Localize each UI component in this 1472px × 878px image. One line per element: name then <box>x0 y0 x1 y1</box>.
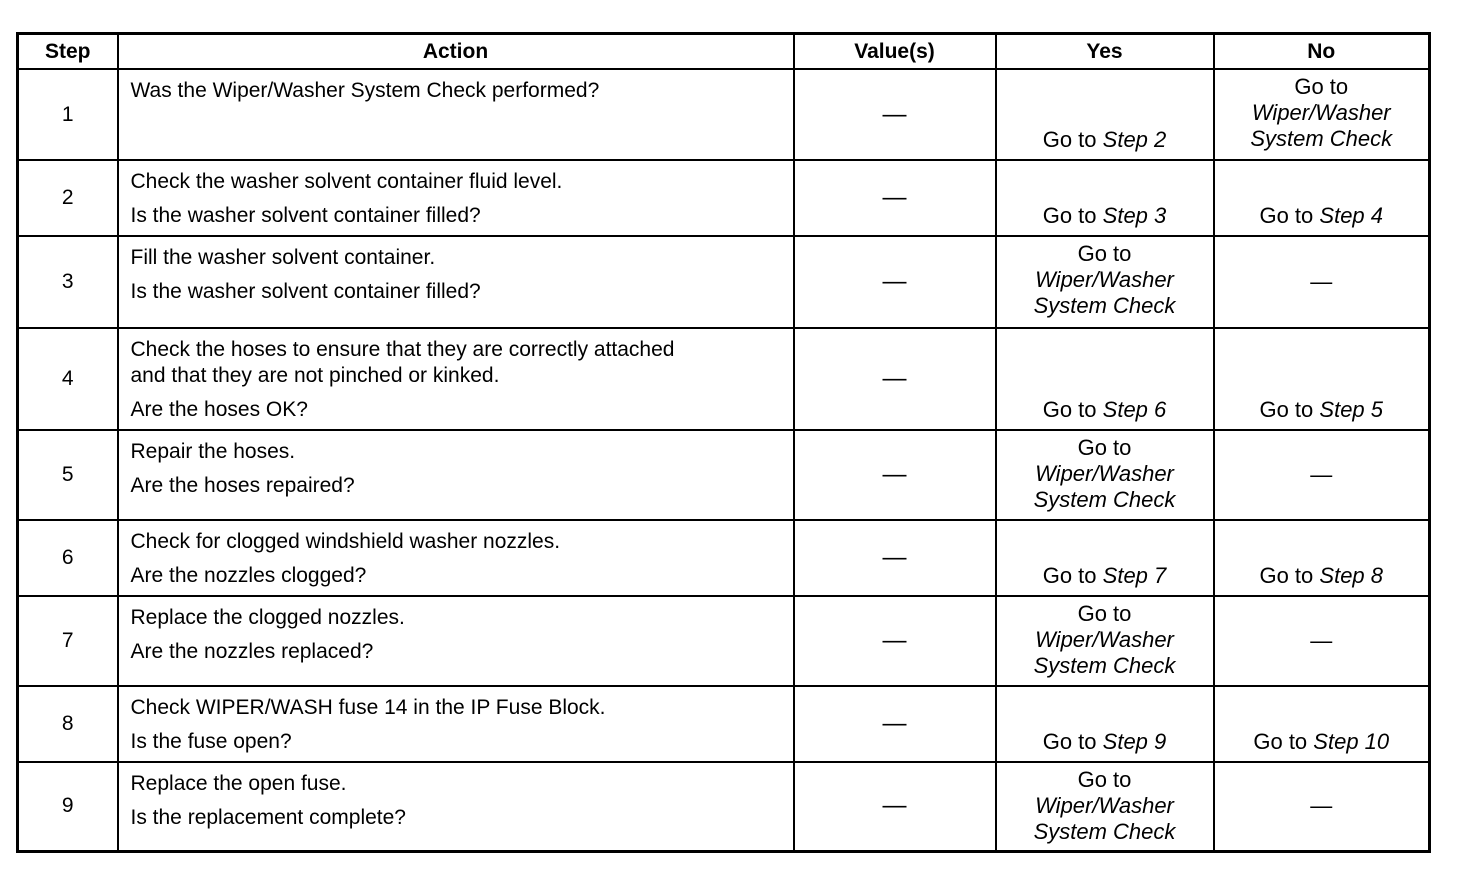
step-number: 1 <box>18 69 118 160</box>
value-cell: — <box>794 160 996 236</box>
action-text: Check for clogged windshield washer nozzles. <box>130 530 561 553</box>
goto-target: System Check <box>1250 126 1393 151</box>
value-cell: — <box>794 596 996 686</box>
goto-prefix: Go to <box>1294 74 1349 99</box>
goto-prefix: Go to <box>1077 767 1132 792</box>
value-cell: — <box>794 236 996 328</box>
header-step: Step <box>18 34 118 70</box>
goto-prefix: Go to <box>1042 397 1097 422</box>
goto-prefix: Go to <box>1042 563 1097 588</box>
value-cell: — <box>794 328 996 430</box>
goto-prefix: Go to <box>1259 203 1314 228</box>
action-text: Check the washer solvent container fluid level. <box>130 170 563 193</box>
goto-prefix: Go to <box>1077 241 1132 266</box>
value-cell: — <box>794 762 996 851</box>
step-number: 8 <box>18 686 118 762</box>
table-row <box>18 596 1430 686</box>
goto-target: Wiper/Washer <box>1251 100 1391 125</box>
goto-prefix: Go to <box>1042 729 1097 754</box>
step-number: 6 <box>18 520 118 596</box>
no-cell <box>1214 520 1430 596</box>
yes-cell <box>996 762 1214 851</box>
action-text: Was the Wiper/Washer System Check performed? <box>130 79 600 102</box>
goto-prefix: Go to <box>1259 397 1314 422</box>
action-cell <box>118 236 794 328</box>
step-number: 9 <box>18 762 118 851</box>
action-cell <box>118 430 794 520</box>
goto-target: Step 7 <box>1102 563 1167 588</box>
yes-cell <box>996 430 1214 520</box>
action-cell <box>118 762 794 851</box>
no-cell <box>1214 328 1430 430</box>
header-values: Value(s) <box>794 34 996 70</box>
goto-prefix: Go to <box>1077 601 1132 626</box>
goto-target: Wiper/Washer <box>1035 793 1174 818</box>
yes-cell <box>996 520 1214 596</box>
table-row <box>18 236 1430 328</box>
action-question: Are the hoses repaired? <box>130 474 355 497</box>
goto-target: System Check <box>1033 293 1176 318</box>
table-row <box>18 762 1430 851</box>
yes-cell <box>996 69 1214 160</box>
action-text: Check the hoses to ensure that they are correctly attached <box>130 338 675 361</box>
action-question: Is the washer solvent container filled? <box>130 280 481 303</box>
no-cell: — <box>1214 762 1430 851</box>
table-row <box>18 69 1430 160</box>
goto-target: Step 6 <box>1102 397 1167 422</box>
table-row <box>18 686 1430 762</box>
step-number: 3 <box>18 236 118 328</box>
goto-target: Step 2 <box>1102 127 1167 152</box>
value-cell: — <box>794 520 996 596</box>
value-cell: — <box>794 69 996 160</box>
goto-prefix: Go to <box>1253 729 1308 754</box>
goto-target: Step 8 <box>1319 563 1384 588</box>
yes-cell <box>996 596 1214 686</box>
action-cell <box>118 596 794 686</box>
no-cell <box>1214 69 1430 160</box>
action-text: Replace the open fuse. <box>130 772 347 795</box>
header-no: No <box>1214 34 1430 70</box>
action-cell <box>118 686 794 762</box>
goto-target: System Check <box>1033 653 1176 678</box>
goto-prefix: Go to <box>1042 203 1097 228</box>
action-cell <box>118 520 794 596</box>
step-number: 2 <box>18 160 118 236</box>
goto-target: Step 10 <box>1313 729 1390 754</box>
action-cell <box>118 328 794 430</box>
yes-cell <box>996 160 1214 236</box>
action-question: Are the nozzles clogged? <box>130 564 367 587</box>
diagnostic-table <box>16 32 1431 853</box>
goto-target: Step 9 <box>1102 729 1167 754</box>
action-text: Fill the washer solvent container. <box>130 246 436 269</box>
goto-prefix: Go to <box>1042 127 1097 152</box>
yes-cell <box>996 328 1214 430</box>
yes-cell <box>996 236 1214 328</box>
action-question: Are the nozzles replaced? <box>130 640 374 663</box>
table-row <box>18 520 1430 596</box>
goto-prefix: Go to <box>1259 563 1314 588</box>
table-row <box>18 160 1430 236</box>
action-text: Replace the clogged nozzles. <box>130 606 405 629</box>
no-cell: — <box>1214 596 1430 686</box>
value-cell: — <box>794 430 996 520</box>
action-question: Is the fuse open? <box>130 730 292 753</box>
goto-prefix: Go to <box>1077 435 1132 460</box>
action-question: Is the washer solvent container filled? <box>130 204 481 227</box>
yes-cell <box>996 686 1214 762</box>
header-action: Action <box>118 34 794 70</box>
action-cell <box>118 160 794 236</box>
goto-target: Step 5 <box>1319 397 1384 422</box>
step-number: 4 <box>18 328 118 430</box>
header-yes: Yes <box>996 34 1214 70</box>
no-cell <box>1214 160 1430 236</box>
header-row <box>18 34 1430 70</box>
table-row <box>18 328 1430 430</box>
no-cell <box>1214 686 1430 762</box>
goto-target: Wiper/Washer <box>1035 461 1174 486</box>
goto-target: Step 3 <box>1102 203 1167 228</box>
goto-target: Wiper/Washer <box>1035 627 1174 652</box>
action-text: Repair the hoses. <box>130 440 296 463</box>
no-cell: — <box>1214 430 1430 520</box>
no-cell: — <box>1214 236 1430 328</box>
step-number: 7 <box>18 596 118 686</box>
action-text: and that they are not pinched or kinked. <box>130 364 500 387</box>
action-question: Are the hoses OK? <box>130 398 308 421</box>
table-row <box>18 430 1430 520</box>
action-question: Is the replacement complete? <box>130 806 406 829</box>
goto-target: Step 4 <box>1319 203 1384 228</box>
goto-target: Wiper/Washer <box>1035 267 1174 292</box>
action-text: Check WIPER/WASH fuse 14 in the IP Fuse Block. <box>130 696 606 719</box>
goto-target: System Check <box>1033 819 1176 844</box>
action-cell <box>118 69 794 160</box>
goto-target: System Check <box>1033 487 1176 512</box>
value-cell: — <box>794 686 996 762</box>
step-number: 5 <box>18 430 118 520</box>
